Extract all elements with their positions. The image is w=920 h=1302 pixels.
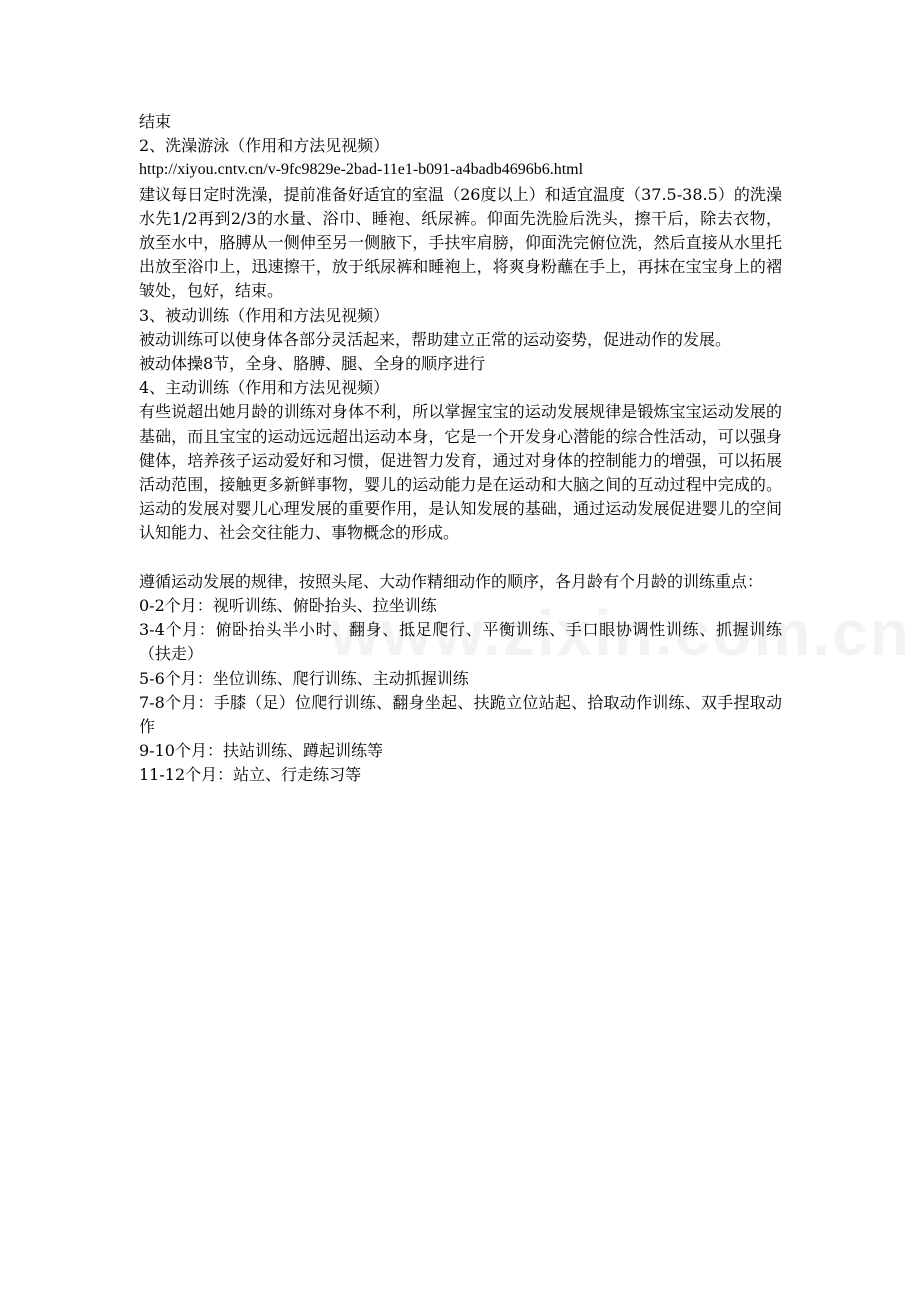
paragraph-active-training: 有些说超出她月龄的训练对身体不利，所以掌握宝宝的运动发展规律是锻炼宝宝运动发展的基础，而且宝宝的运动远远超出运动本身，它是一个开发身心潜能的综合性活动，可以强身健体，培养孩子运动爱好和习惯，促进智力发育，通过对身体的控制能力的增强，可以拓展活动范围，接触更多新鲜事物，婴儿的运动能力是在运动和大脑之间的互动过程中完成的。运动的发展对婴儿心理发展的重要作用，是认知发展的基础，通过运动发展促进婴儿的空间认知能力、社会交往能力、事物概念的形成。 — [139, 402, 782, 543]
list-item-month-0-2: 0-2个月：视听训练、俯卧抬头、拉坐训练 — [139, 596, 437, 616]
document-body — [139, 110, 782, 788]
end-line: 结束 — [139, 112, 172, 131]
blank-line — [139, 546, 782, 570]
section-heading-bath-swim: 2、洗澡游泳（作用和方法见视频） — [139, 136, 390, 156]
paragraph-passive-exercise: 被动体操8节，全身、胳膊、腿、全身的顺序进行 — [139, 354, 486, 374]
list-item-month-3-4: 3-4个月：俯卧抬头半小时、翻身、抵足爬行、平衡训练、手口眼协调性训练、抓握训练（扶走） — [139, 620, 782, 664]
section-heading-passive-training: 3、被动训练（作用和方法见视频） — [139, 305, 390, 325]
section-heading-active-training: 4、主动训练（作用和方法见视频） — [139, 378, 390, 398]
paragraph-passive-training: 被动训练可以使身体各部分灵活起来，帮助建立正常的运动姿势，促进动作的发展。 — [139, 329, 732, 349]
paragraph-training-principle: 遵循运动发展的规律，按照头尾、大动作精细动作的顺序，各月龄有个月龄的训练重点： — [139, 571, 764, 591]
paragraph-bath-instructions: 建议每日定时洗澡，提前准备好适宜的室温（26度以上）和适宜温度（37.5-38.5）的洗澡水先1/2再到2/3的水量、浴巾、睡袍、纸尿裤。仰面先洗脸后洗头，擦干后，除去衣物，放至水中，胳膊从一侧伸至另一侧腋下，手扶牢肩膀，仰面洗完俯位洗，然后直接从水里托出放至浴巾上，迅速擦干，放于纸尿裤和睡袍上，将爽身粉蘸在手上，再抹在宝宝身上的褶皱处，包好，结束。 — [139, 184, 782, 301]
list-item-month-11-12: 11-12个月：站立、行走练习等 — [139, 765, 362, 785]
list-item-month-5-6: 5-6个月：坐位训练、爬行训练、主动抓握训练 — [139, 668, 469, 688]
video-link[interactable]: http://xiyou.cntv.cn/v-9fc9829e-2bad-11e1-b091-a4badb4696b6.html — [139, 161, 584, 179]
list-item-month-7-8: 7-8个月：手膝（足）位爬行训练、翻身坐起、扶跪立位站起、拾取动作训练、双手捏取动作 — [139, 692, 782, 737]
list-item-month-9-10: 9-10个月：扶站训练、蹲起训练等 — [139, 741, 383, 761]
